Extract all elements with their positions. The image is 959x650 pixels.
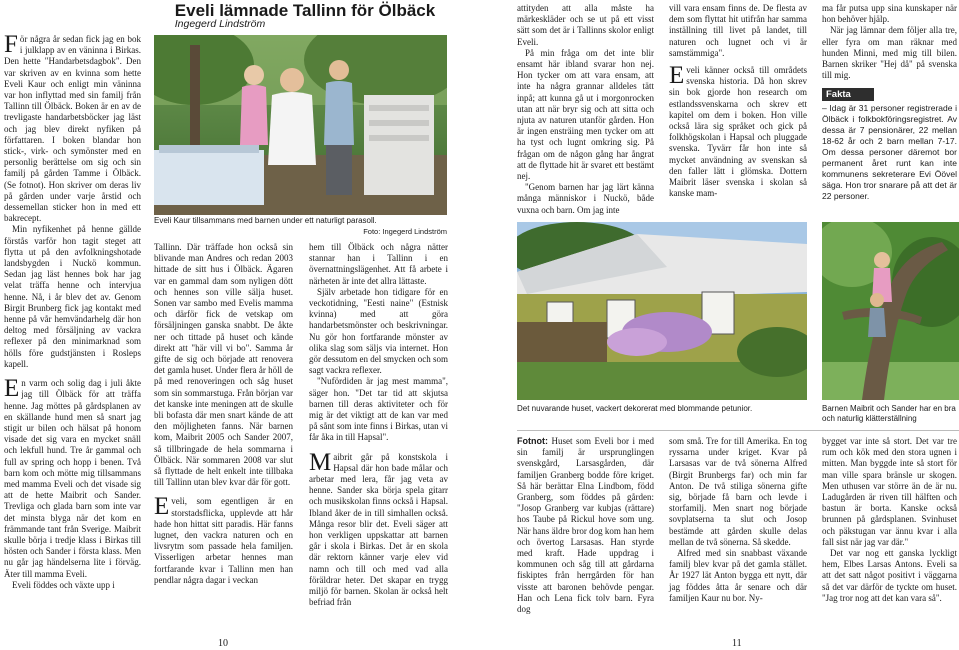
house-photo (517, 222, 807, 400)
article-title: Eveli lämnade Tallinn för Ölbäck (174, 1, 436, 20)
tree-photo-caption: Barnen Maibrit och Sander har en bra och naturlig klätterställning (822, 404, 956, 423)
dropcap-f: F (4, 31, 18, 58)
fakta-box: – Idag är 31 personer registrerade i Ölbäck i folkbokföringsregistret. Av dessa är 7 pensionärer, 22 mellan 18-62 år och 2 barn mellan 7-17. Om dessa personer däremot bor permanent året runt kan inte kommunens sekreterare Evi Öövel säga. Hon tror snarare på att det är 22 personer. (822, 103, 957, 201)
family-photo-credit: Foto: Ingegerd Lindström (363, 227, 447, 236)
house-photo-caption: Det nuvarande huset, vackert dekorerat med blommande petunior. (517, 404, 753, 413)
fotnot-col-2: som små. Tre for till Amerika. En tog ryssarna under kriget. Kvar på Larsasas var de två sönerna Alfred (Birgit Brunbergs far) och min far Anton. De två stiliga sönerna gifte sig, började få barn och levde i storfamilj. Men snart nog började sovplatserna ta slut och Josop bestämde att gården skulle delas mellan de två sönerna. Så skedde. Alfred med sin snabbast växande familj blev kvar på det gamla stället. År 1927 lät Anton bygga ett nytt, där jag föddes åtta år senare och där familjen Kaur nu bor. Ny- (669, 436, 807, 603)
page-number-right: 11 (732, 638, 742, 649)
fotnot-divider (517, 430, 959, 431)
fotnot-col-1: Fotnot: Huset som Eveli bor i med sin familj är ursprunglingen svenskgård, Larsasgården, där familjen Granberg bodde före kriget. Så här berättar Elna Lindbom, född Granberg, som föddes på gården: "Josop Granberg var kubjas (rättare) hos Taube på Rickul hove som ung. När hans äldre bror dog kom han hem och övertog Larsasas. Han styrde med kraft. Hade uppdrag i kommunen och såg till att gårdarna fiskiptes från herrgården för han visste att baronen behövde pengar. Han och Lena fick tolv barn. Fyra dog (517, 436, 654, 615)
dropcap-e-2: E (154, 493, 170, 521)
fakta-header: Fakta (822, 88, 874, 101)
family-photo-caption: Eveli Kaur tillsammans med barnen under ett naturligt parasoll. (154, 216, 377, 225)
right-col-3: ma får putsa upp sina kunskaper när hon behöver hjälp. När jag lämnar dem följer alla tre, eller fyra om man räknar med hunden Minni, med mig till bilen. Barnen skriker "Hej då" på svenska till mig. (822, 3, 957, 81)
tree-photo (822, 222, 959, 400)
dropcap-m: M (309, 448, 332, 476)
page-number-left: 10 (218, 638, 228, 649)
family-photo (154, 35, 447, 215)
fotnot-col-3: bygget var inte så stort. Det var tre rum och kök med den stora ugnen i mitten. Man byggde inte så stort för man ville spara bränsle ur skogen. Men uthusen var större än de är nu. Ladugården är riven till hälften och bastun är borta. Kanske också brunnen på gårdsplanen. Svinhuset och päkstugan var ännu kvar i alla fall sist när jag var där." Det var nog ett ganska lyckligt hem, Elbes Larsas Antons. Eveli sa att det satt något positivt i väggarna så det var därför de tyckte om huset. "Jag tror nog att det kan vara så". (822, 436, 957, 603)
left-col-2: Tallinn. Där träffade hon också sin blivande man Andres och redan 2003 hittade de sitt hus i Ölbäck. Ägaren var en gammal dam som nyligen dött och hennes son ville sälja huset. Sonen var sambo med Evelis mamma och därför fick de vetskap om försäljningen ganska snabbt. De åkte ner och tittade på huset och kände direkt att "här vill vi bo". Samma år gifte de sig och började att renovera det gamla huset. Under flera år höll de på med renoveringen och såg huset som sin sommarstuga. Från början var det kanske inte meningen att de skulle bli bofasta där men snart kände de att den möjligheten fanns. När barnen kom, Maibrit 2005 och Sander 2007, så tillbringade de hela sommarna i Ölbäck. När sommaren 2008 var slut så flyttade de helt enkelt inte tillbaka till Tallinn utan blev kvar där för gott. Eveli, som egentligen är en storstadsflicka, upplevde att hår hade hon hittat sitt paradis. Här fanns lugnet, den vackra naturen och en livsrytm som passade hela familjen. Visserligen arbetar hennes man fortfarande kvar i Tallinn men han pendlar några dagar i veckan (154, 242, 293, 585)
article-byline: Ingegerd Lindström (174, 18, 266, 30)
dropcap-e: E (4, 375, 20, 403)
left-col-1: För några år sedan fick jag en bok i julklapp av en väninna i Birkas. Den hette "Handarbetsdagbok". Den var skriven av en kvinna som hette Eveli Kaur och enligt min väninna var hon inflyttad med sin familj från Tallinn till Ölbäck. Boken är en av de trevligaste handarbetsböcker jag läst och jag blev direkt nyfiken på författaren. I boken blandar hon stick-, virk- och symönster med en personlig berättelse om sig och sin familj på gården Tamme i Ölbäck. (Se fotnot). Hon skriver om deras liv på gården under varje årstid och dessemellan sticker hon in med ett bakrecept. Min nyfikenhet på henne gällde förstås varför hon tagit steget att flytta ut på den avfolkningshotade landsbygden i Nuckö kommun. Sedan jag läst hennes bok har jag velat träffa henne och intervjua henne. Nå, i år blev det av. Genom Birgit Brunberg fick jag kontakt med henne på vår hemvändarhelg där hon deltog med försäljning av vackra reflexer på den minimarknad som hölls före gudstjänsten i Rosleps kapell. En varm och solig dag i juli åkte jag till Ölbäck för att träffa henne. Jag möttes på gårdsplanen av en skällande hund men så snart jag stigit ur bilen och hälsat på honom visade det sig vara en mycket snäll och lekfull hund. Tre år gammal och full av spring och hopp i benen. Två barn kom och mötte mig tillsammans med mamma Eveli och det visade sig att de hette Maibrit och Sander. Trevliga och glada barn som inte var det minsta blyga när det kom en främmande tant från Sverige. Maibrit skulle börja i tredje klass i Birkas till hösten och Sander i första klass. Men nu går jag händelserna lite i förväg. Äter till mamma Eveli. Eveli föddes och växte upp i (4, 31, 141, 590)
dropcap-e-3: E (669, 62, 685, 90)
fotnot-label: Fotnot: (517, 436, 548, 446)
right-col-2: vill vara ensam finns de. De flesta av dem som flyttat hit utifrån har samma inställning till livet på landet, till naturen och lugnet och vi är samstämmiga". Eveli känner också till områdets svenska historia. Då hon skrev sin bok gjorde hon research om estlandssvenskarna och skrev ett kapitel om dem i boken. Hon ville också lära sig språket och gick på folkhögskolan i Hapsal och pluggade svenska. Tyvärr får hon inte så mycket användning av svenskan så den faller lätt i glömska. Dottern Maibrit läser svenska i skolan så kanske mam- (669, 3, 807, 199)
left-col-3: hem till Ölbäck och några nätter stannar han i Tallinn i en övernattningslägenhet. Att få arbete i närheten är inte det allra lättaste. Själv arbetade hon tidigare för en veckotidning, "Eesti naine" (Estnisk kvinna) med att göra handarbetsmönster och beskrivningar. Nu gör hon fortfarande mönster av olika slag som säljs via internet. Hon gör dessutom en del smycken och som sagt vackra reflexer. "Nufördiden är jag mest mamma", säger hon. "Det tar tid att skjutsa barnen till deras aktiviteter och för mig är det viktigt att de kan var med på sånt som inte finns i Birkas, utan vi får åka in till Hapsal". Maibrit går på konstskola i Hapsal där hon bade målar och arbetar med lera, får jag veta av henne. Sander ska börja spela gitarr och musikskolan finns också i Hapsal. Ibland åker de in till simhallen också. Många resor blir det. Eveli säger att hon verkligen uppskattar att barnen går i skola i Birkas. Det är en skola där rektorn känner varje elev vid namn och till och med vad alla föräldrar heter. Det skapar en trygg miljö för barnen. Skolan är också helt befriad från (309, 242, 448, 608)
right-col-1: attityden att alla måste ha märkeskläder och se ut på ett visst sätt som det är i Tallinns skolor enligt Eveli. På min fråga om det inte blir ensamt här ibland svarar hon nej. Hon tycker om att vara ensam, att inte ha några grannar alldeles tätt inpå; att kunna gå ut i morgonrocken utan att när bryr sig och att sitta och njuta av naturen utanför gården. Hon är ingen ensträing men tycker om att ha tyst och lugnt omkring sig. På frågan om de någon gång har ångrat att de flyttade hit är svaret ett bestämt nej. "Genom barnen har jag lärt känna många människor i Nuckö, både vuxna och barn. Om jag inte (517, 3, 654, 215)
